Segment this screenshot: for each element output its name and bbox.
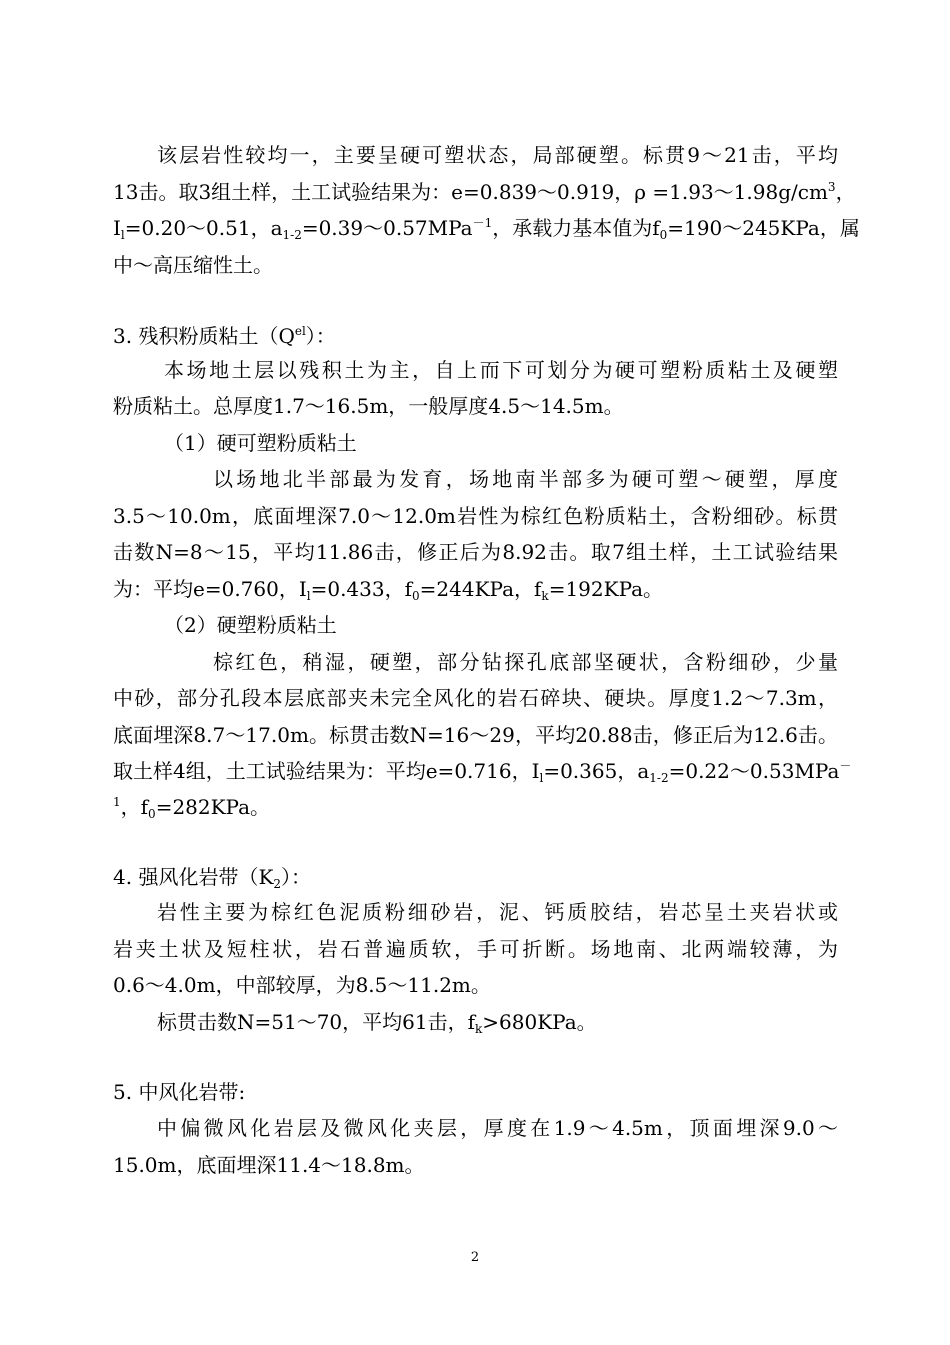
paragraph-line: 底面埋深8.7～17.0m。标贯击数N=16～29，平均20.88击，修正后为12.6击。 — [113, 723, 838, 747]
paragraph-line: 以场地北半部最为发育，场地南半部多为硬可塑～硬塑，厚度 — [213, 467, 838, 491]
paragraph-line: 本场地土层以残积土为主，自上而下可划分为硬可塑粉质粘土及硬塑 — [164, 358, 838, 382]
paragraph-line: 击数N=8～15，平均11.86击，修正后为8.92击。取7组土样，土工试验结果 — [113, 540, 838, 564]
paragraph-line: 取土样4组，土工试验结果为：平均e=0.716，$I_l=0.365$，$a_{1-2}=0.22\sim 0.53MPa^-$ — [113, 759, 852, 785]
section-heading: 5. 中风化岩带: — [113, 1080, 246, 1104]
subsection-heading: （1）硬可塑粉质粘土 — [164, 431, 357, 455]
paragraph-line: 粉质粘土。总厚度1.7～16.5m，一般厚度4.5～14.5m。 — [113, 394, 624, 418]
paragraph-line: 棕红色，稍湿，硬塑，部分钻探孔底部坚硬状，含粉细砂，少量 — [213, 650, 838, 674]
paragraph-line: 0.6～4.0m，中部较厚，为8.5～11.2m。 — [113, 973, 491, 997]
paragraph-line: 中砂，部分孔段本层底部夹未完全风化的岩石碎块、硬块。厚度1.2～7.3m， — [113, 686, 838, 710]
paragraph-line: 3.5～10.0m，底面埋深7.0～12.0m岩性为棕红色粉质粘土，含粉细砂。标贯 — [113, 504, 838, 528]
paragraph-line: 该层岩性较均一，主要呈硬可塑状态，局部硬塑。标贯9～21击，平均 — [157, 143, 838, 167]
paragraph-line: $^1$，$f_0=282KPa$。 — [113, 795, 271, 821]
paragraph-line: 岩性主要为棕红色泥质粉细砂岩，泥、钙质胶结，岩芯呈土夹岩状或 — [157, 900, 838, 924]
paragraph-line: 岩夹土状及短柱状，岩石普遍质软，手可折断。场地南、北两端较薄，为 — [113, 937, 838, 961]
paragraph-line: 中～高压缩性土。 — [113, 253, 273, 277]
paragraph-line: 13击。取3组土样，土工试验结果为：e=0.839～0.919，$\rho =1.93\sim 1.98g/cm^3$， — [113, 180, 856, 204]
paragraph-line: 15.0m，底面埋深11.4～18.8m。 — [113, 1153, 425, 1177]
paragraph-line: 中偏微风化岩层及微风化夹层，厚度在1.9～4.5m，顶面埋深9.0～ — [157, 1116, 838, 1140]
page-number: 2 — [470, 1250, 480, 1265]
subsection-heading: （2）硬塑粉质粘土 — [164, 613, 337, 637]
section-heading: 3. 残积粉质粘土$(Q^{el})$： — [113, 324, 336, 348]
paragraph-line: $I_l=0.20\sim 0.51$，$a_{1-2}=0.39\sim 0.57MPa^{-1}$，承载力基本值为$f_0=190\sim 245KPa$，属 — [113, 216, 860, 242]
paragraph-line: 为：平均e=0.760，$I_l=0.433$，$f_0=244KPa$，$f_k=192KPa$。 — [113, 577, 664, 603]
paragraph-line: 标贯击数N=51～70，平均61击，$f_k>680KPa$。 — [157, 1010, 597, 1036]
section-heading: 4. 强风化岩带$(K_2)$： — [113, 865, 312, 891]
